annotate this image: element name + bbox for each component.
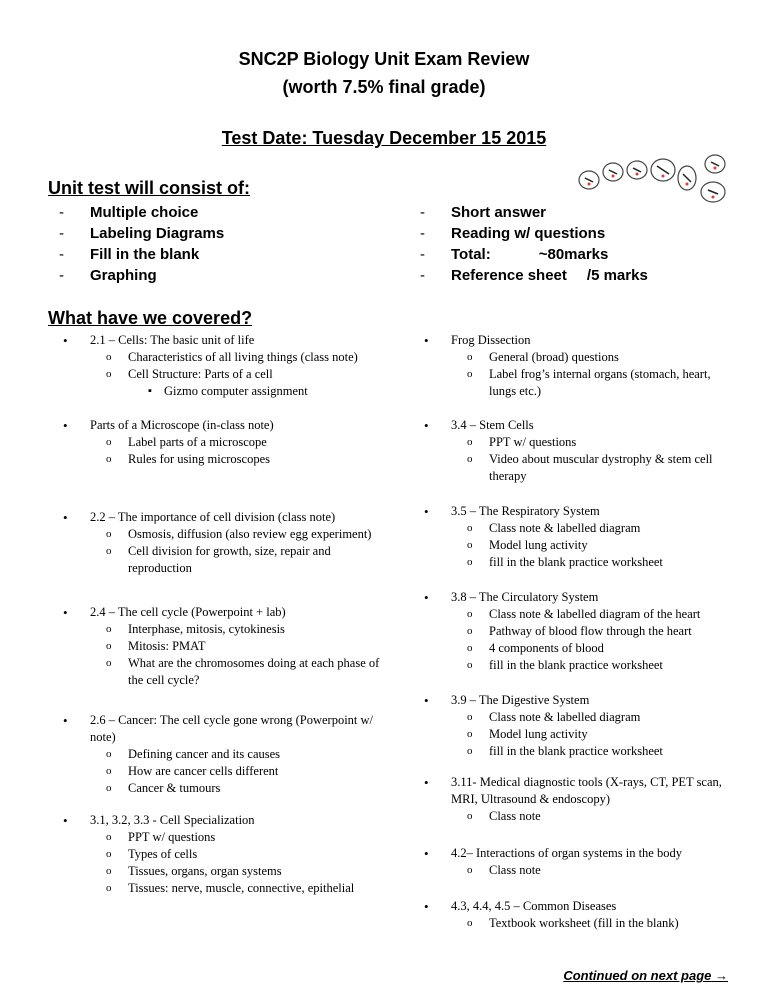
total-marks [420, 244, 648, 265]
topic-block [424, 503, 734, 571]
subtopic: o Label frog’s internal organs (stomach, heart, lungs etc.) [424, 366, 734, 400]
topic-block [63, 332, 393, 400]
subtopic: o Cell Structure: Parts of a cell [63, 366, 393, 383]
format-item: - Multiple choice [59, 202, 224, 223]
subtopic: o Rules for using microscopes [63, 451, 393, 468]
subtopic: o Label parts of a microscope [63, 434, 393, 451]
topic-block [424, 692, 734, 760]
subtopic: o PPT w/ questions [63, 829, 393, 846]
topic-title: • Parts of a Microscope (in-class note) [63, 417, 393, 434]
topic-title: • 2.1 – Cells: The basic unit of life [63, 332, 393, 349]
format-item: - Labeling Diagrams [59, 223, 224, 244]
test-format-list-right [420, 202, 648, 286]
topic-block [424, 417, 734, 485]
topic-title: • 3.8 – The Circulatory System [424, 589, 734, 606]
topic-block [424, 332, 734, 400]
subtopic: o Textbook worksheet (fill in the blank) [424, 915, 734, 932]
subtopic: o Class note & labelled diagram [424, 520, 734, 537]
subtopic: o fill in the blank practice worksheet [424, 743, 734, 760]
subtopic: o Model lung activity [424, 726, 734, 743]
topic-block [63, 812, 393, 897]
topic-block [63, 604, 393, 689]
continued-note [563, 968, 728, 983]
subtopic: o Class note [424, 808, 734, 825]
topic-block [63, 417, 393, 468]
page-subtitle: (worth 7.5% final grade) [282, 77, 486, 97]
topic-block [63, 509, 393, 577]
topic-block [424, 845, 734, 879]
topic-title: • 3.1, 3.2, 3.3 - Cell Specialization [63, 812, 393, 829]
topic-title: • 3.11- Medical diagnostic tools (X-rays, CT, PET scan, MRI, Ultrasound & endoscopy) [424, 774, 734, 808]
topic-title: • 3.4 – Stem Cells [424, 417, 734, 434]
subtopic: o Cell division for growth, size, repair and reproduction [63, 543, 393, 577]
test-format-list-left [59, 202, 224, 286]
test-date-text: Test Date: Tuesday December 15 2015 [221, 128, 547, 148]
subtopic: o fill in the blank practice worksheet [424, 657, 734, 674]
format-item: - Fill in the blank [59, 244, 224, 265]
subtopic: o Class note [424, 862, 734, 879]
topic-title: • 3.5 – The Respiratory System [424, 503, 734, 520]
format-item: - Graphing [59, 265, 224, 286]
topic-title: • Frog Dissection [424, 332, 734, 349]
subtopic: o Video about muscular dystrophy & stem cell therapy [424, 451, 734, 485]
topic-block [424, 589, 734, 674]
reference-sheet [420, 265, 648, 286]
topic-title: • 4.2– Interactions of organ systems in the body [424, 845, 734, 862]
reference-value: /5 marks [586, 267, 648, 284]
topic-title: • 3.9 – The Digestive System [424, 692, 734, 709]
subtopic: o Pathway of blood flow through the heart [424, 623, 734, 640]
topic-title: • 4.3, 4.4, 4.5 – Common Diseases [424, 898, 734, 915]
cell-cycle-illustration [575, 148, 730, 208]
test-date [0, 128, 768, 149]
format-item: - Reading w/ questions [420, 223, 648, 244]
subtopic: o Interphase, mitosis, cytokinesis [63, 621, 393, 638]
subtopic: o Tissues: nerve, muscle, connective, epithelial [63, 880, 393, 897]
topic-block [424, 774, 734, 825]
covered-heading: What have we covered? [48, 308, 253, 328]
subtopic: o How are cancer cells different [63, 763, 393, 780]
subtopic: o 4 components of blood [424, 640, 734, 657]
continued-text: Continued on next page [563, 968, 712, 983]
subtopic: o Class note & labelled diagram [424, 709, 734, 726]
unit-test-heading: Unit test will consist of: [48, 178, 251, 198]
reference-label: Reference sheet [451, 267, 567, 284]
topic-title: • 2.6 – Cancer: The cell cycle gone wrong (Powerpoint w/ note) [63, 712, 393, 746]
subtopic: o Model lung activity [424, 537, 734, 554]
topic-block [63, 712, 393, 797]
topic-title: • 2.4 – The cell cycle (Powerpoint + lab) [63, 604, 393, 621]
arrow-right-icon: → [715, 968, 728, 983]
subtopic: o Defining cancer and its causes [63, 746, 393, 763]
subtopic: o Characteristics of all living things (class note) [63, 349, 393, 366]
subsubtopic: ▪ Gizmo computer assignment [63, 383, 393, 400]
subtopic: o Class note & labelled diagram of the heart [424, 606, 734, 623]
total-value: ~80marks [538, 246, 609, 263]
subtopic: o Types of cells [63, 846, 393, 863]
total-label: Total: [451, 246, 491, 263]
subtopic: o PPT w/ questions [424, 434, 734, 451]
topic-block [424, 898, 734, 932]
topic-title: • 2.2 – The importance of cell division (class note) [63, 509, 393, 526]
subtopic: o What are the chromosomes doing at each phase of the cell cycle? [63, 655, 393, 689]
subtopic: o Osmosis, diffusion (also review egg experiment) [63, 526, 393, 543]
subtopic: o fill in the blank practice worksheet [424, 554, 734, 571]
page-title: SNC2P Biology Unit Exam Review [238, 49, 530, 69]
format-item: - Short answer [420, 202, 648, 223]
subtopic: o Mitosis: PMAT [63, 638, 393, 655]
subtopic: o Tissues, organs, organ systems [63, 863, 393, 880]
subtopic: o Cancer & tumours [63, 780, 393, 797]
subtopic: o General (broad) questions [424, 349, 734, 366]
